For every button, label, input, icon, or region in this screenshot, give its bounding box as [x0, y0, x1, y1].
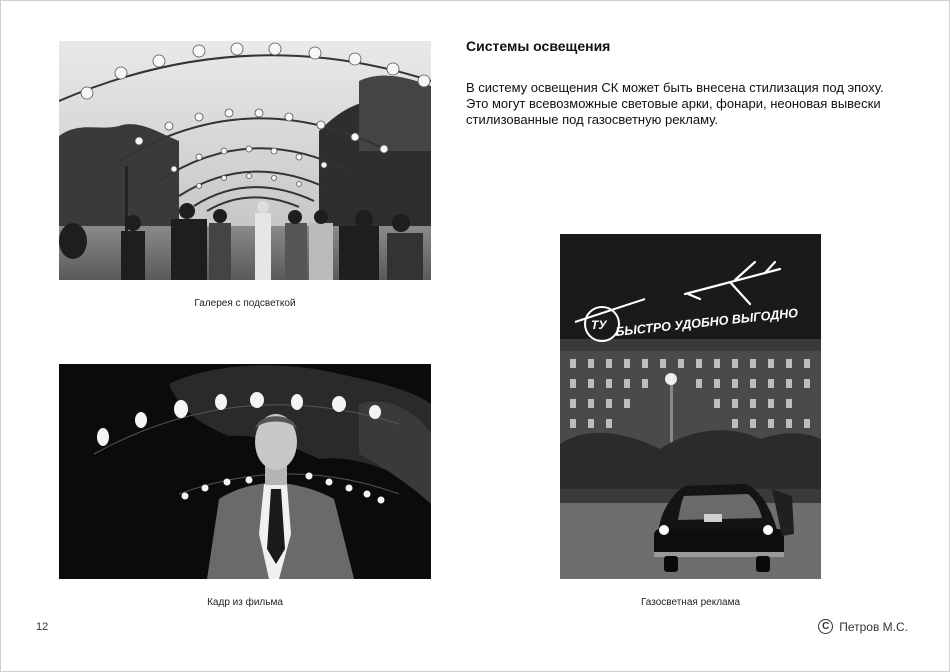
section-body [466, 80, 916, 128]
gallery-photo [59, 41, 431, 280]
page-number: 12 [36, 621, 49, 633]
body-line: Это могут всевозможные световые арки, фонари, неоновая вывески [466, 96, 881, 111]
neon-logo-text: ТУ [591, 318, 607, 332]
neon-advertising-photo [560, 234, 821, 579]
neon-sign-text: БЫСТРО УДОБНО ВЫГОДНО [614, 305, 799, 339]
film-still-caption: Кадр из фильма [207, 597, 283, 608]
neon-advertising-image [560, 234, 821, 579]
body-line: стилизованные под газосветную рекламу. [466, 112, 718, 127]
neon-advertising-caption: Газосветная реклама [640, 597, 741, 608]
author-name: Петров М.С. [839, 619, 908, 634]
author-credit [818, 619, 908, 634]
copyright-icon: C [818, 619, 833, 634]
body-line: В систему освещения СК может быть внесена стилизация под эпоху. [466, 80, 884, 95]
gallery-caption: Галерея с подсветкой [194, 298, 296, 309]
film-still-image [59, 364, 431, 579]
gallery-photo-image [59, 41, 431, 280]
film-still-photo [59, 364, 431, 579]
section-title: Системы освещения [466, 38, 611, 54]
